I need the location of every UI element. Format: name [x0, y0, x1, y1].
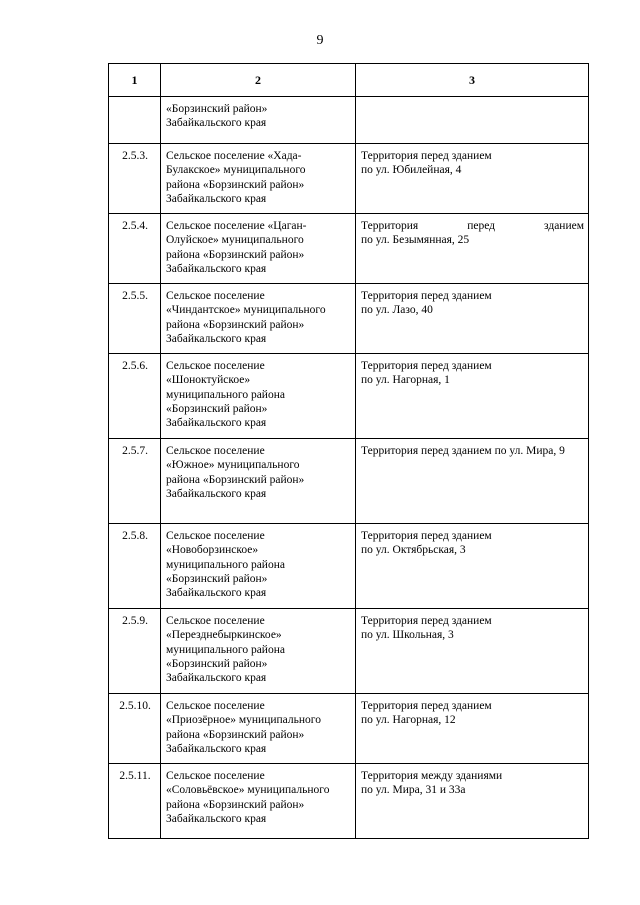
- table-row: [109, 284, 589, 354]
- location-cell: [356, 439, 589, 524]
- table-row: [109, 764, 589, 839]
- row-number: 2.5.4.: [109, 214, 161, 284]
- location-cell: [356, 97, 589, 144]
- settlement-cell: [161, 764, 356, 839]
- column-header-settlement: 2: [161, 64, 356, 97]
- table-header-row: [109, 64, 589, 97]
- settlement-line: Забайкальского края: [166, 672, 267, 685]
- settlement-line: Булакское» муниципального: [166, 164, 306, 177]
- row-number: [109, 97, 161, 144]
- table-row: [109, 694, 589, 764]
- table-row: [109, 144, 589, 214]
- settlement-line: муниципального района: [166, 388, 285, 401]
- column-header-location: 3: [356, 64, 589, 97]
- settlement-line: Забайкальского края: [166, 587, 267, 600]
- settlement-cell: [161, 354, 356, 439]
- settlement-line: Забайкальского края: [166, 417, 267, 430]
- settlement-cell: [161, 609, 356, 694]
- settlement-line: Забайкальского края: [166, 262, 267, 275]
- settlement-line: «Шоноктуйское»: [166, 374, 251, 387]
- settlement-line: «Чиндантское» муниципального: [166, 304, 326, 317]
- location-line: Территория перед зданием: [361, 615, 492, 627]
- settlement-line: района «Борзинский район»: [166, 248, 305, 261]
- location-cell: [356, 764, 589, 839]
- settlement-line: «Южное» муниципального: [166, 459, 300, 472]
- table-row: [109, 97, 589, 144]
- settlement-line: муниципального района: [166, 558, 285, 571]
- location-cell: [356, 694, 589, 764]
- settlement-cell: [161, 439, 356, 524]
- settlement-line: «Борзинский район»: [166, 657, 268, 670]
- location-cell: [356, 214, 589, 284]
- location-line-justified: [361, 219, 584, 233]
- row-number: 2.5.11.: [109, 764, 161, 839]
- settlement-line: Забайкальского края: [166, 332, 267, 345]
- settlement-line: «Перезднебыркинское»: [166, 629, 282, 642]
- location-line: по ул. Школьная, 3: [361, 629, 454, 642]
- table-row: [109, 214, 589, 284]
- row-number: 2.5.5.: [109, 284, 161, 354]
- row-number: 2.5.6.: [109, 354, 161, 439]
- settlement-line: Забайкальского края: [166, 742, 267, 755]
- location-cell: [356, 144, 589, 214]
- table-row: [109, 524, 589, 609]
- location-cell: [356, 354, 589, 439]
- settlement-cell: [161, 214, 356, 284]
- settlement-line: Сельское поселение: [166, 290, 265, 302]
- settlement-line: Олуйское» муниципального: [166, 234, 304, 247]
- location-line: по ул. Нагорная, 12: [361, 714, 456, 727]
- location-word: перед: [467, 220, 495, 232]
- location-line: по ул. Лазо, 40: [361, 304, 433, 317]
- location-line: Территория между зданиями: [361, 770, 503, 782]
- settlement-cell: [161, 524, 356, 609]
- location-cell: [356, 524, 589, 609]
- row-number: 2.5.7.: [109, 439, 161, 524]
- settlement-cell: [161, 284, 356, 354]
- settlement-line: района «Борзинский район»: [166, 178, 305, 191]
- settlements-table: [108, 63, 589, 839]
- settlement-line: района «Борзинский район»: [166, 318, 305, 331]
- settlement-line: Сельское поселение «Цаган-: [166, 220, 307, 232]
- settlement-cell: [161, 694, 356, 764]
- settlement-line: Забайкальского края: [166, 192, 267, 205]
- settlement-line: района «Борзинский район»: [166, 473, 305, 486]
- location-line: Территория перед зданием: [361, 530, 492, 542]
- column-header-number: 1: [109, 64, 161, 97]
- location-word: Территория: [361, 220, 419, 232]
- settlement-line: Сельское поселение «Хада-: [166, 150, 302, 162]
- settlement-line: «Борзинский район»: [166, 402, 268, 415]
- location-line: по ул. Нагорная, 1: [361, 374, 450, 387]
- row-number: 2.5.8.: [109, 524, 161, 609]
- settlement-line: Сельское поселение: [166, 770, 265, 782]
- settlement-line: района «Борзинский район»: [166, 798, 305, 811]
- settlement-line: Забайкальского края: [166, 812, 267, 825]
- settlement-line: «Борзинский район»: [166, 103, 268, 115]
- row-number: 2.5.3.: [109, 144, 161, 214]
- settlement-line: муниципального района: [166, 643, 285, 656]
- location-line: по ул. Безымянная, 25: [361, 234, 470, 247]
- settlement-line: Забайкальского края: [166, 117, 267, 130]
- settlement-line: Сельское поселение: [166, 445, 265, 457]
- row-number: 2.5.9.: [109, 609, 161, 694]
- settlement-line: «Борзинский район»: [166, 572, 268, 585]
- settlement-cell: [161, 97, 356, 144]
- location-line: Территория перед зданием: [361, 290, 492, 302]
- location-line: по ул. Октябрьская, 3: [361, 544, 466, 557]
- table-row: [109, 439, 589, 524]
- location-line: Территория перед зданием: [361, 360, 492, 372]
- location-line: Территория перед зданием: [361, 150, 492, 162]
- location-line: Территория перед зданием по ул. Мира, 9: [361, 445, 565, 457]
- settlement-line: «Новоборзинское»: [166, 544, 259, 557]
- page-number: 9: [316, 33, 324, 48]
- settlement-line: Сельское поселение: [166, 530, 265, 542]
- settlement-line: «Приозёрное» муниципального: [166, 714, 321, 727]
- settlement-line: «Соловьёвское» муниципального: [166, 784, 330, 797]
- location-line: Территория перед зданием: [361, 700, 492, 712]
- row-number: 2.5.10.: [109, 694, 161, 764]
- settlement-line: Забайкальского края: [166, 487, 267, 500]
- settlement-line: Сельское поселение: [166, 615, 265, 627]
- location-cell: [356, 284, 589, 354]
- settlement-line: района «Борзинский район»: [166, 728, 305, 741]
- settlement-line: Сельское поселение: [166, 360, 265, 372]
- location-word: зданием: [544, 220, 584, 232]
- location-line: по ул. Юбилейная, 4: [361, 164, 462, 177]
- settlement-cell: [161, 144, 356, 214]
- table-row: [109, 354, 589, 439]
- table-row: [109, 609, 589, 694]
- location-cell: [356, 609, 589, 694]
- settlement-line: Сельское поселение: [166, 700, 265, 712]
- location-line: по ул. Мира, 31 и 33а: [361, 784, 466, 797]
